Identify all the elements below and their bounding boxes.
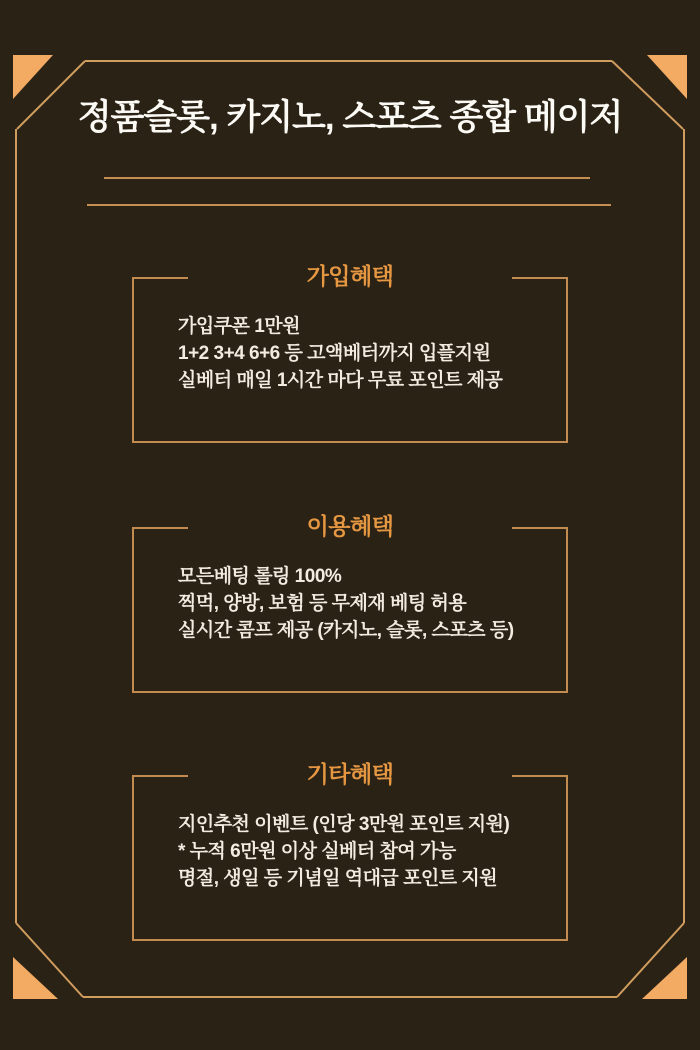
corner-triangle-top-right <box>647 55 687 99</box>
section-body <box>134 277 566 394</box>
section-body <box>134 775 566 892</box>
benefit-line: 가입쿠폰 1만원 <box>178 316 300 337</box>
benefit-line: 모든베팅 롤링 100% <box>178 566 342 587</box>
benefit-line: 실베터 매일 1시간 마다 무료 포인트 제공 <box>178 370 503 391</box>
section-signup-benefits <box>132 263 568 443</box>
page-title: 정품슬롯, 카지노, 스포츠 종합 메이저 <box>77 98 623 137</box>
section-header: 기타혜택 <box>306 761 394 787</box>
benefit-line: 지인추천 이벤트 (인당 3만원 포인트 지원) <box>178 814 510 835</box>
benefit-line: * 누적 6만원 이상 실베터 참여 가능 <box>178 841 456 862</box>
title-underline-1 <box>104 177 590 179</box>
corner-triangle-top-left <box>13 55 53 99</box>
frame-bottom-left-chamfer <box>16 923 83 997</box>
section-body <box>134 527 566 644</box>
title-underline-2 <box>87 204 611 206</box>
section-usage-benefits <box>132 513 568 693</box>
section-header: 가입혜택 <box>306 263 394 289</box>
corner-triangle-bottom-left <box>13 957 58 999</box>
section-header: 이용혜택 <box>306 513 394 539</box>
benefit-line: 찍먹, 양방, 보험 등 무제재 베팅 허용 <box>178 593 467 614</box>
corner-triangle-bottom-right <box>642 957 687 999</box>
benefit-line: 실시간 콤프 제공 (카지노, 슬롯, 스포츠 등) <box>178 620 514 641</box>
section-other-benefits <box>132 761 568 941</box>
benefit-line: 1+2 3+4 6+6 등 고액베터까지 입플지원 <box>178 343 491 364</box>
benefit-line: 명절, 생일 등 기념일 역대급 포인트 지원 <box>178 868 498 889</box>
frame-bottom-right-chamfer <box>617 923 684 997</box>
